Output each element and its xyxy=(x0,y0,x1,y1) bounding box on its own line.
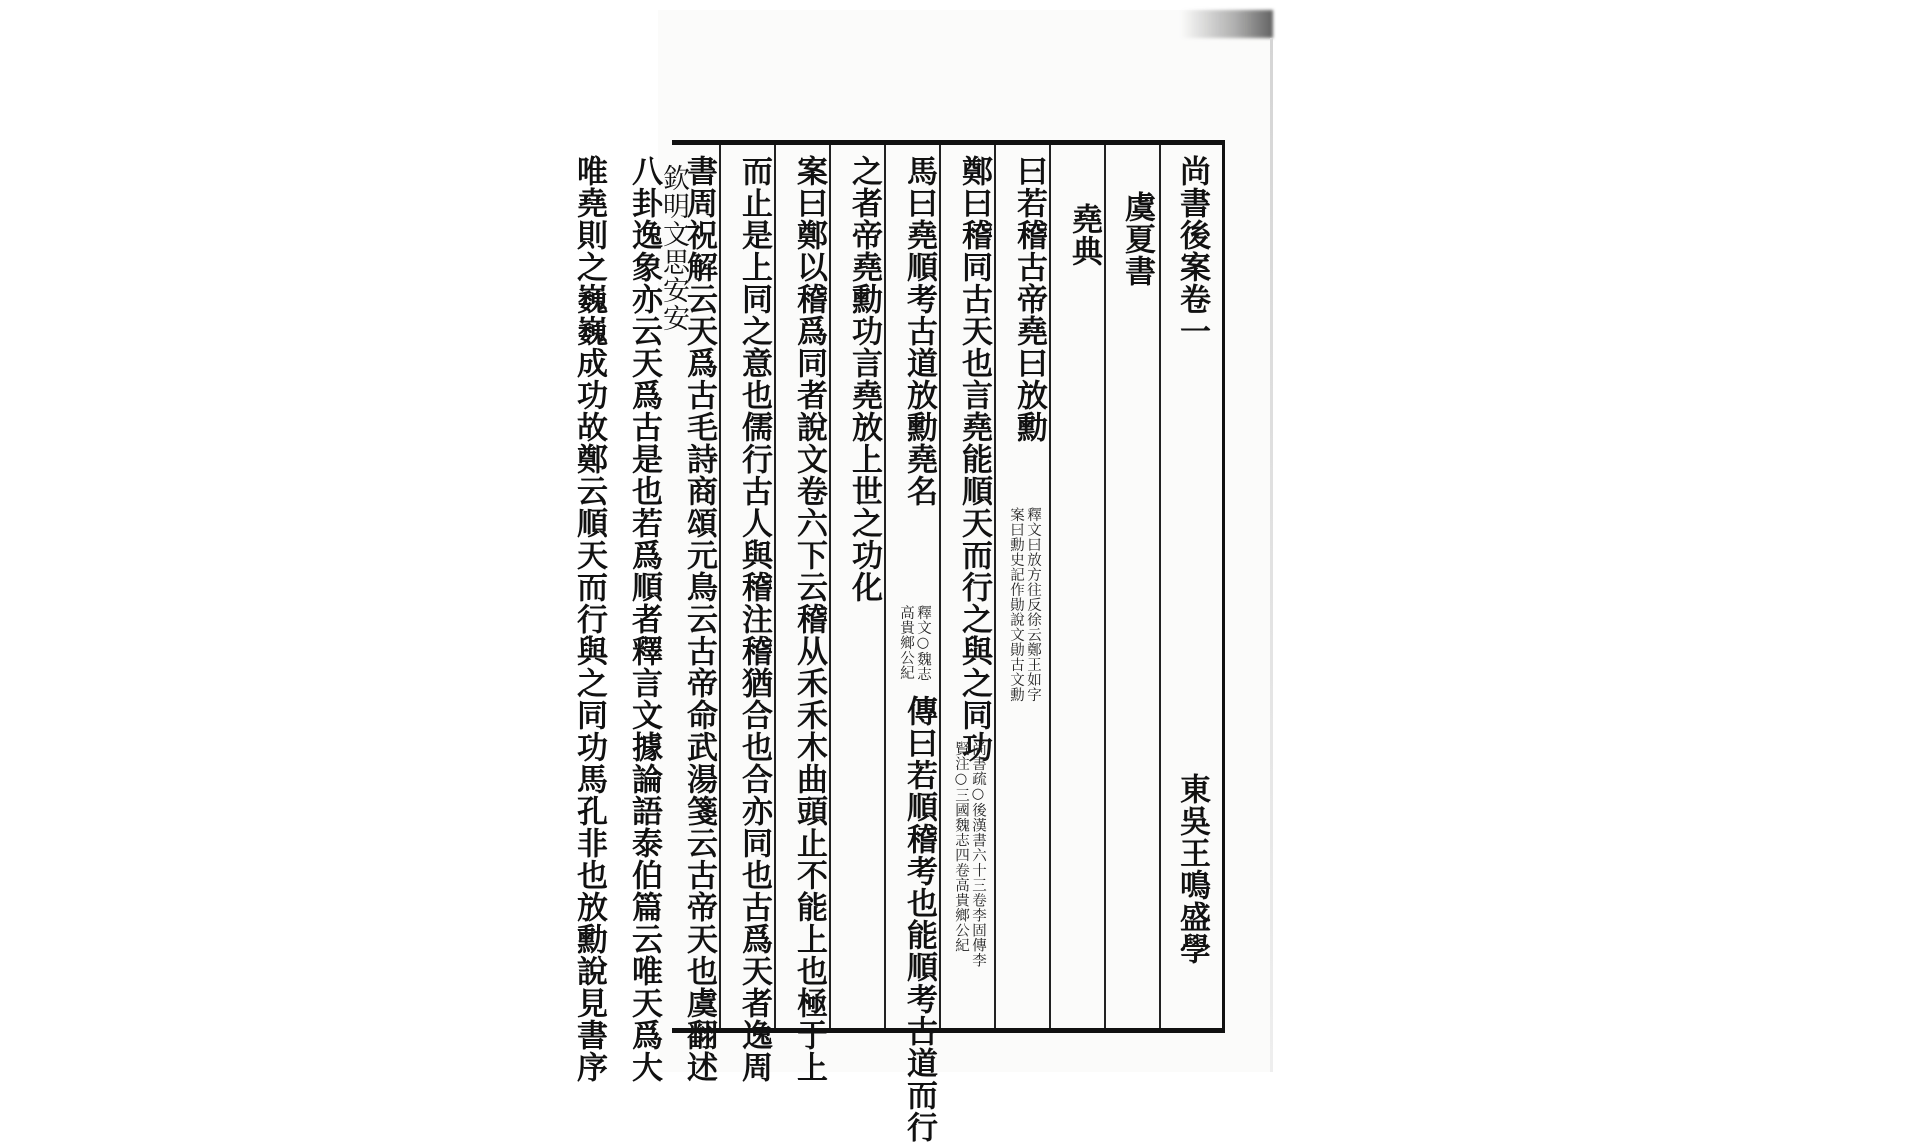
column-rule xyxy=(994,145,996,1028)
annotation-3a: 釋文○魏志 xyxy=(915,605,931,682)
text-column-3b: 傳曰若順稽考也能順考古道而行 xyxy=(901,695,937,1143)
column-rule xyxy=(1104,145,1106,1028)
text-column-4: 之者帝堯勳功言堯放上世之功化 xyxy=(846,155,882,603)
column-rule xyxy=(1049,145,1051,1028)
text-column-2: 鄭曰稽同古天也言堯能順天而行之與之同功 xyxy=(956,155,992,763)
column-rule xyxy=(884,145,886,1028)
column-rule xyxy=(774,145,776,1028)
scanned-page xyxy=(571,10,1273,1143)
chapter-heading: 堯典 xyxy=(1066,203,1102,267)
column-rule xyxy=(829,145,831,1028)
text-frame xyxy=(571,140,1225,1143)
frame-right-border xyxy=(1222,141,1225,1031)
annotation-1b: 案曰勳史記作勛說文勛古文勳 xyxy=(1008,507,1024,702)
column-rule xyxy=(1159,145,1161,1028)
annotation-2a: 尚書疏○後漢書六十三卷李固傳李 xyxy=(970,741,986,968)
column-rule xyxy=(719,145,721,1028)
text-column-6: 而止是上同之意也儒行古人與稽注稽猶合也合亦同也古爲天者逸周 xyxy=(736,155,772,1083)
text-column-3a: 馬曰堯順考古道放勳堯名 xyxy=(901,155,937,507)
text-column-1: 曰若稽古帝堯曰放勳 xyxy=(1011,155,1047,443)
annotation-3b: 高貴鄉公紀 xyxy=(898,605,914,680)
text-column-9: 唯堯則之巍巍成功故鄭云順天而行與之同功馬孔非也放勳說見書序 xyxy=(571,155,607,1083)
author-line: 東吳王鳴盛學 xyxy=(1174,773,1210,965)
annotation-1a: 釋文曰放方往反徐云鄭王如字 xyxy=(1025,507,1041,702)
margin-phrase: 欽明文思安安 xyxy=(658,164,689,332)
text-column-7: 書周祝解云天爲古毛詩商頌元鳥云古帝命武湯箋云古帝天也虞翻述 xyxy=(681,155,717,1083)
column-rule xyxy=(939,145,941,1028)
annotation-2b: 賢注○三國魏志四卷高貴鄉公紀 xyxy=(953,741,969,953)
page-edge xyxy=(1270,38,1273,1072)
volume-title: 尚書後案卷一 xyxy=(1174,155,1210,347)
text-column-8: 八卦逸象亦云天爲古是也若爲順者釋言文據論語泰伯篇云唯天爲大 xyxy=(626,155,662,1083)
book-heading: 虞夏書 xyxy=(1119,191,1155,287)
text-column-5: 案曰鄭以稽爲同者說文卷六下云稽从禾禾木曲頭止不能上也極于上 xyxy=(791,155,827,1083)
scan-smudge xyxy=(1181,10,1273,38)
